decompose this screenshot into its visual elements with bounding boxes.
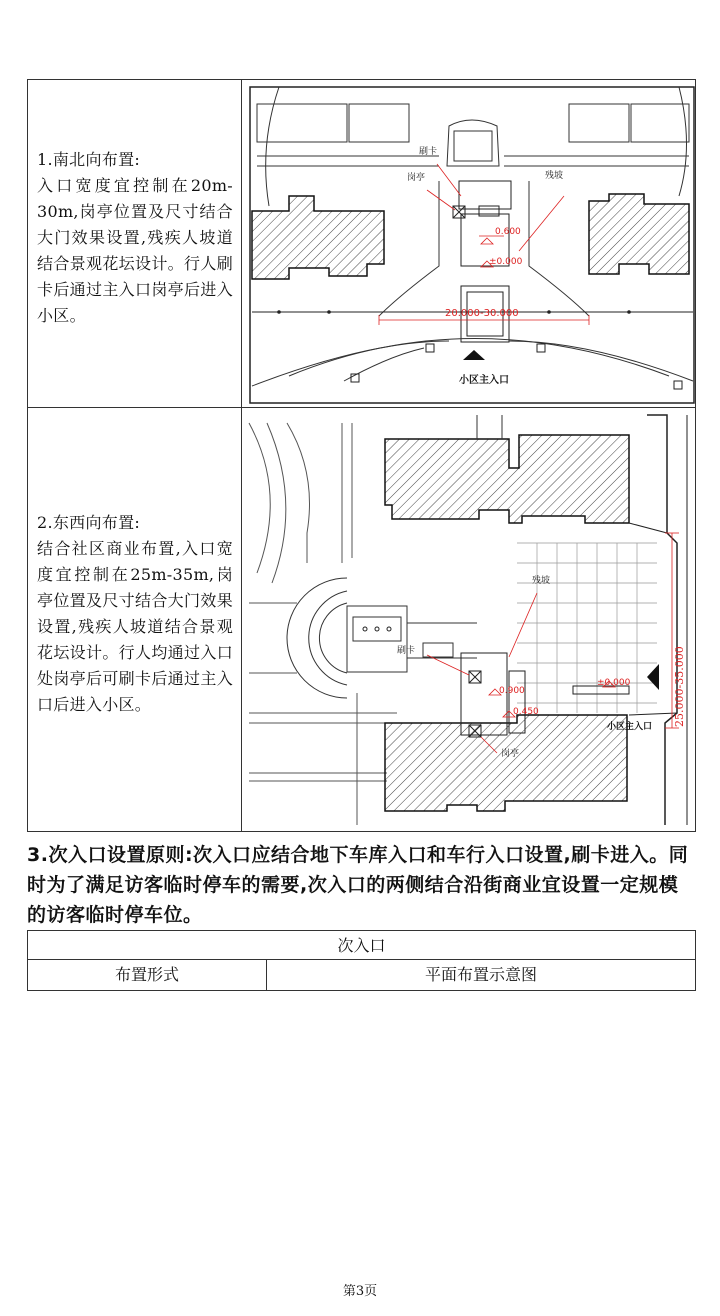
label-elev2: ±0.000 [489, 257, 523, 267]
label-entrance: 小区主入口 [607, 722, 653, 732]
page-number: 第3页 [342, 1284, 378, 1299]
layout-table [27, 79, 696, 832]
label-booth: 岗亭 [407, 173, 426, 183]
column-header-plan: 平面布置示意图 [424, 965, 537, 984]
table-divider-vertical [241, 80, 242, 831]
section-heading: 3.次入口设置原则:次入口应结合地下车库入口和车行入口设置,刷卡进入。同时为了满足访客临时停车的需要,次入口的两侧结合沿街商业宜设置一定规模的访客临时停车位。 [27, 844, 689, 926]
row2-title: 2.东西向布置: [37, 513, 141, 532]
label-card: 刷卡 [419, 147, 438, 157]
label-elev2: 0.450 [513, 707, 539, 717]
label-card: 刷卡 [397, 646, 416, 656]
label-dim: 20.000-30.000 [445, 308, 519, 319]
table-divider-horizontal [28, 407, 695, 408]
row1-title: 1.南北向布置: [37, 150, 141, 169]
label-entrance: 小区主入口 [459, 375, 509, 386]
label-dim: 25.000-35.000 [673, 646, 686, 727]
label-ramp: 残坡 [545, 171, 564, 181]
label-booth: 岗亭 [501, 749, 520, 759]
plan-north-south [249, 86, 695, 404]
row2-description [37, 510, 233, 718]
row1-body: 入口宽度宜控制在20m-30m,岗亭位置及尺寸结合大门效果设置,残疾人坡道结合景观花坛设计。行人刷卡后通过主入口岗亭后进入小区。 [37, 176, 233, 325]
label-elev1: 0.900 [499, 686, 525, 696]
column-header-layout: 布置形式 [28, 960, 267, 990]
label-elev3: ±0.000 [597, 678, 631, 688]
table-title: 次入口 [28, 931, 695, 960]
secondary-entrance-table [27, 930, 696, 991]
label-elev1: 0.600 [495, 227, 521, 237]
plan-east-west [247, 413, 693, 825]
row2-body: 结合社区商业布置,入口宽度宜控制在25m-35m,岗亭位置及尺寸结合大门效果设置,残疾人坡道结合景观花坛设计。行人均通过入口处岗亭后可刷卡后通过主入口后进入小区。 [37, 539, 233, 714]
row1-description [37, 147, 233, 329]
label-ramp: 残坡 [532, 576, 551, 586]
